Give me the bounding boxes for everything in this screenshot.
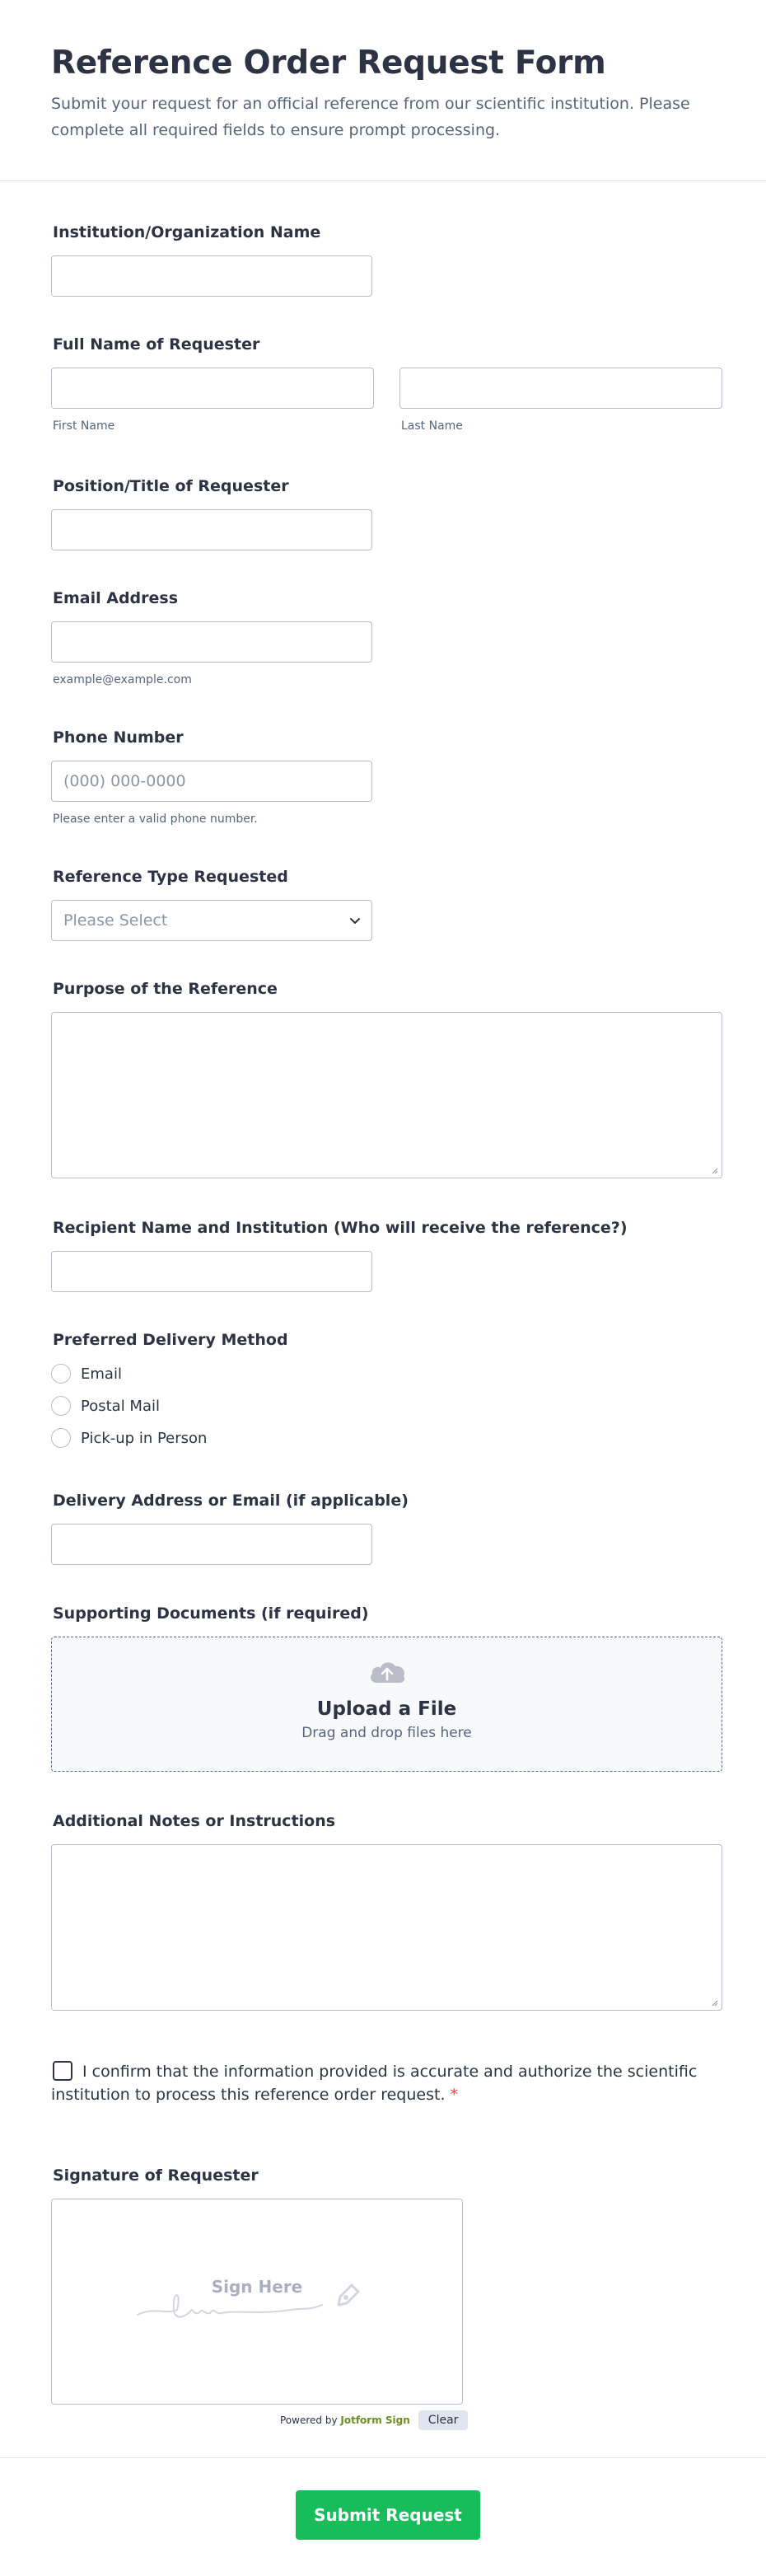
field-delivery-address: [51, 1491, 409, 1565]
form-description: Submit your request for an official reference from our scientific institution. Please complete all required fields to ensure prompt processing.: [51, 95, 690, 139]
field-full-name: [51, 335, 722, 433]
radio-label: Pick-up in Person: [81, 1429, 208, 1447]
field-phone: [51, 728, 372, 827]
purpose-textarea[interactable]: [51, 1012, 722, 1178]
radio-button[interactable]: [51, 1364, 71, 1384]
last-name-sublabel: Last Name: [401, 419, 463, 433]
first-name-input[interactable]: [51, 368, 374, 409]
resize-grip-icon[interactable]: [710, 1166, 718, 1174]
position-input[interactable]: [51, 509, 372, 550]
field-recipient: [51, 1218, 628, 1292]
form-header: [0, 0, 766, 181]
first-name-sublabel: First Name: [53, 419, 115, 433]
email-input[interactable]: [51, 621, 372, 663]
consent-text: I confirm that the information provided is accurate and authorize the scientific institution to process this reference order request.: [51, 2063, 698, 2104]
radio-label: Email: [81, 1365, 122, 1383]
radio-option-postal-mail[interactable]: [51, 1395, 288, 1417]
full-name-label: Full Name of Requester: [53, 335, 260, 354]
field-consent: [51, 2060, 710, 2106]
field-purpose: [51, 979, 722, 1178]
recipient-input[interactable]: [51, 1251, 372, 1292]
submit-button[interactable]: Submit Request: [296, 2490, 480, 2540]
powered-prefix: Powered by: [280, 2414, 338, 2426]
upload-subtitle: Drag and drop files here: [301, 1725, 472, 1741]
email-label: Email Address: [53, 589, 179, 607]
field-institution: [51, 222, 372, 297]
clear-signature-button[interactable]: Clear: [418, 2410, 469, 2430]
radio-button[interactable]: [51, 1396, 71, 1416]
institution-input[interactable]: [51, 255, 372, 297]
phone-input[interactable]: (000) 000-0000: [51, 761, 372, 802]
consent-checkbox[interactable]: [53, 2061, 72, 2081]
powered-by: [280, 2414, 410, 2426]
consent-row: [51, 2060, 710, 2106]
documents-label: Supporting Documents (if required): [53, 1604, 369, 1623]
last-name-col: [399, 368, 722, 433]
institution-label: Institution/Organization Name: [53, 223, 321, 241]
reference-type-label: Reference Type Requested: [53, 868, 288, 886]
purpose-label: Purpose of the Reference: [53, 980, 278, 998]
name-row: [51, 368, 722, 433]
radio-button[interactable]: [51, 1428, 71, 1448]
radio-option-email[interactable]: [51, 1363, 288, 1384]
email-sublabel: example@example.com: [53, 673, 192, 686]
chevron-down-icon: [348, 914, 362, 927]
cloud-upload-icon: [367, 1657, 408, 1685]
delivery-method-label: Preferred Delivery Method: [53, 1331, 288, 1349]
delivery-address-input[interactable]: [51, 1524, 372, 1565]
radio-label: Postal Mail: [81, 1397, 160, 1415]
first-name-col: [51, 368, 374, 433]
phone-label: Phone Number: [53, 728, 184, 747]
signature-label: Signature of Requester: [53, 2166, 259, 2185]
sign-here-hint: Sign Here: [211, 2277, 303, 2297]
field-position: [51, 476, 372, 550]
radio-option-pickup[interactable]: [51, 1427, 288, 1449]
pen-icon: [334, 2279, 363, 2308]
field-reference-type: [51, 867, 372, 941]
notes-label: Additional Notes or Instructions: [53, 1812, 336, 1830]
field-signature: [51, 2166, 463, 2405]
required-mark: *: [450, 2086, 458, 2104]
field-delivery-method: [51, 1330, 288, 1459]
signature-footer: [280, 2410, 468, 2430]
field-documents: [51, 1604, 722, 1772]
file-upload-dropzone[interactable]: [51, 1637, 722, 1772]
reference-type-selected: Please Select: [63, 911, 168, 930]
signature-pad[interactable]: [51, 2199, 463, 2405]
reference-type-select[interactable]: [51, 900, 372, 941]
delivery-address-label: Delivery Address or Email (if applicable): [53, 1492, 409, 1510]
powered-brand[interactable]: Jotform Sign: [340, 2414, 410, 2426]
last-name-input[interactable]: [399, 368, 722, 409]
upload-title: Upload a File: [316, 1698, 457, 1720]
notes-textarea[interactable]: [51, 1844, 722, 2011]
footer-divider: [0, 2457, 766, 2458]
form-title: Reference Order Request Form: [51, 44, 606, 82]
field-notes: [51, 1811, 722, 2011]
position-label: Position/Title of Requester: [53, 477, 289, 495]
field-email: [51, 588, 372, 687]
phone-sublabel: Please enter a valid phone number.: [53, 813, 258, 826]
resize-grip-icon[interactable]: [710, 1998, 718, 2007]
recipient-label: Recipient Name and Institution (Who will receive the reference?): [53, 1219, 628, 1237]
